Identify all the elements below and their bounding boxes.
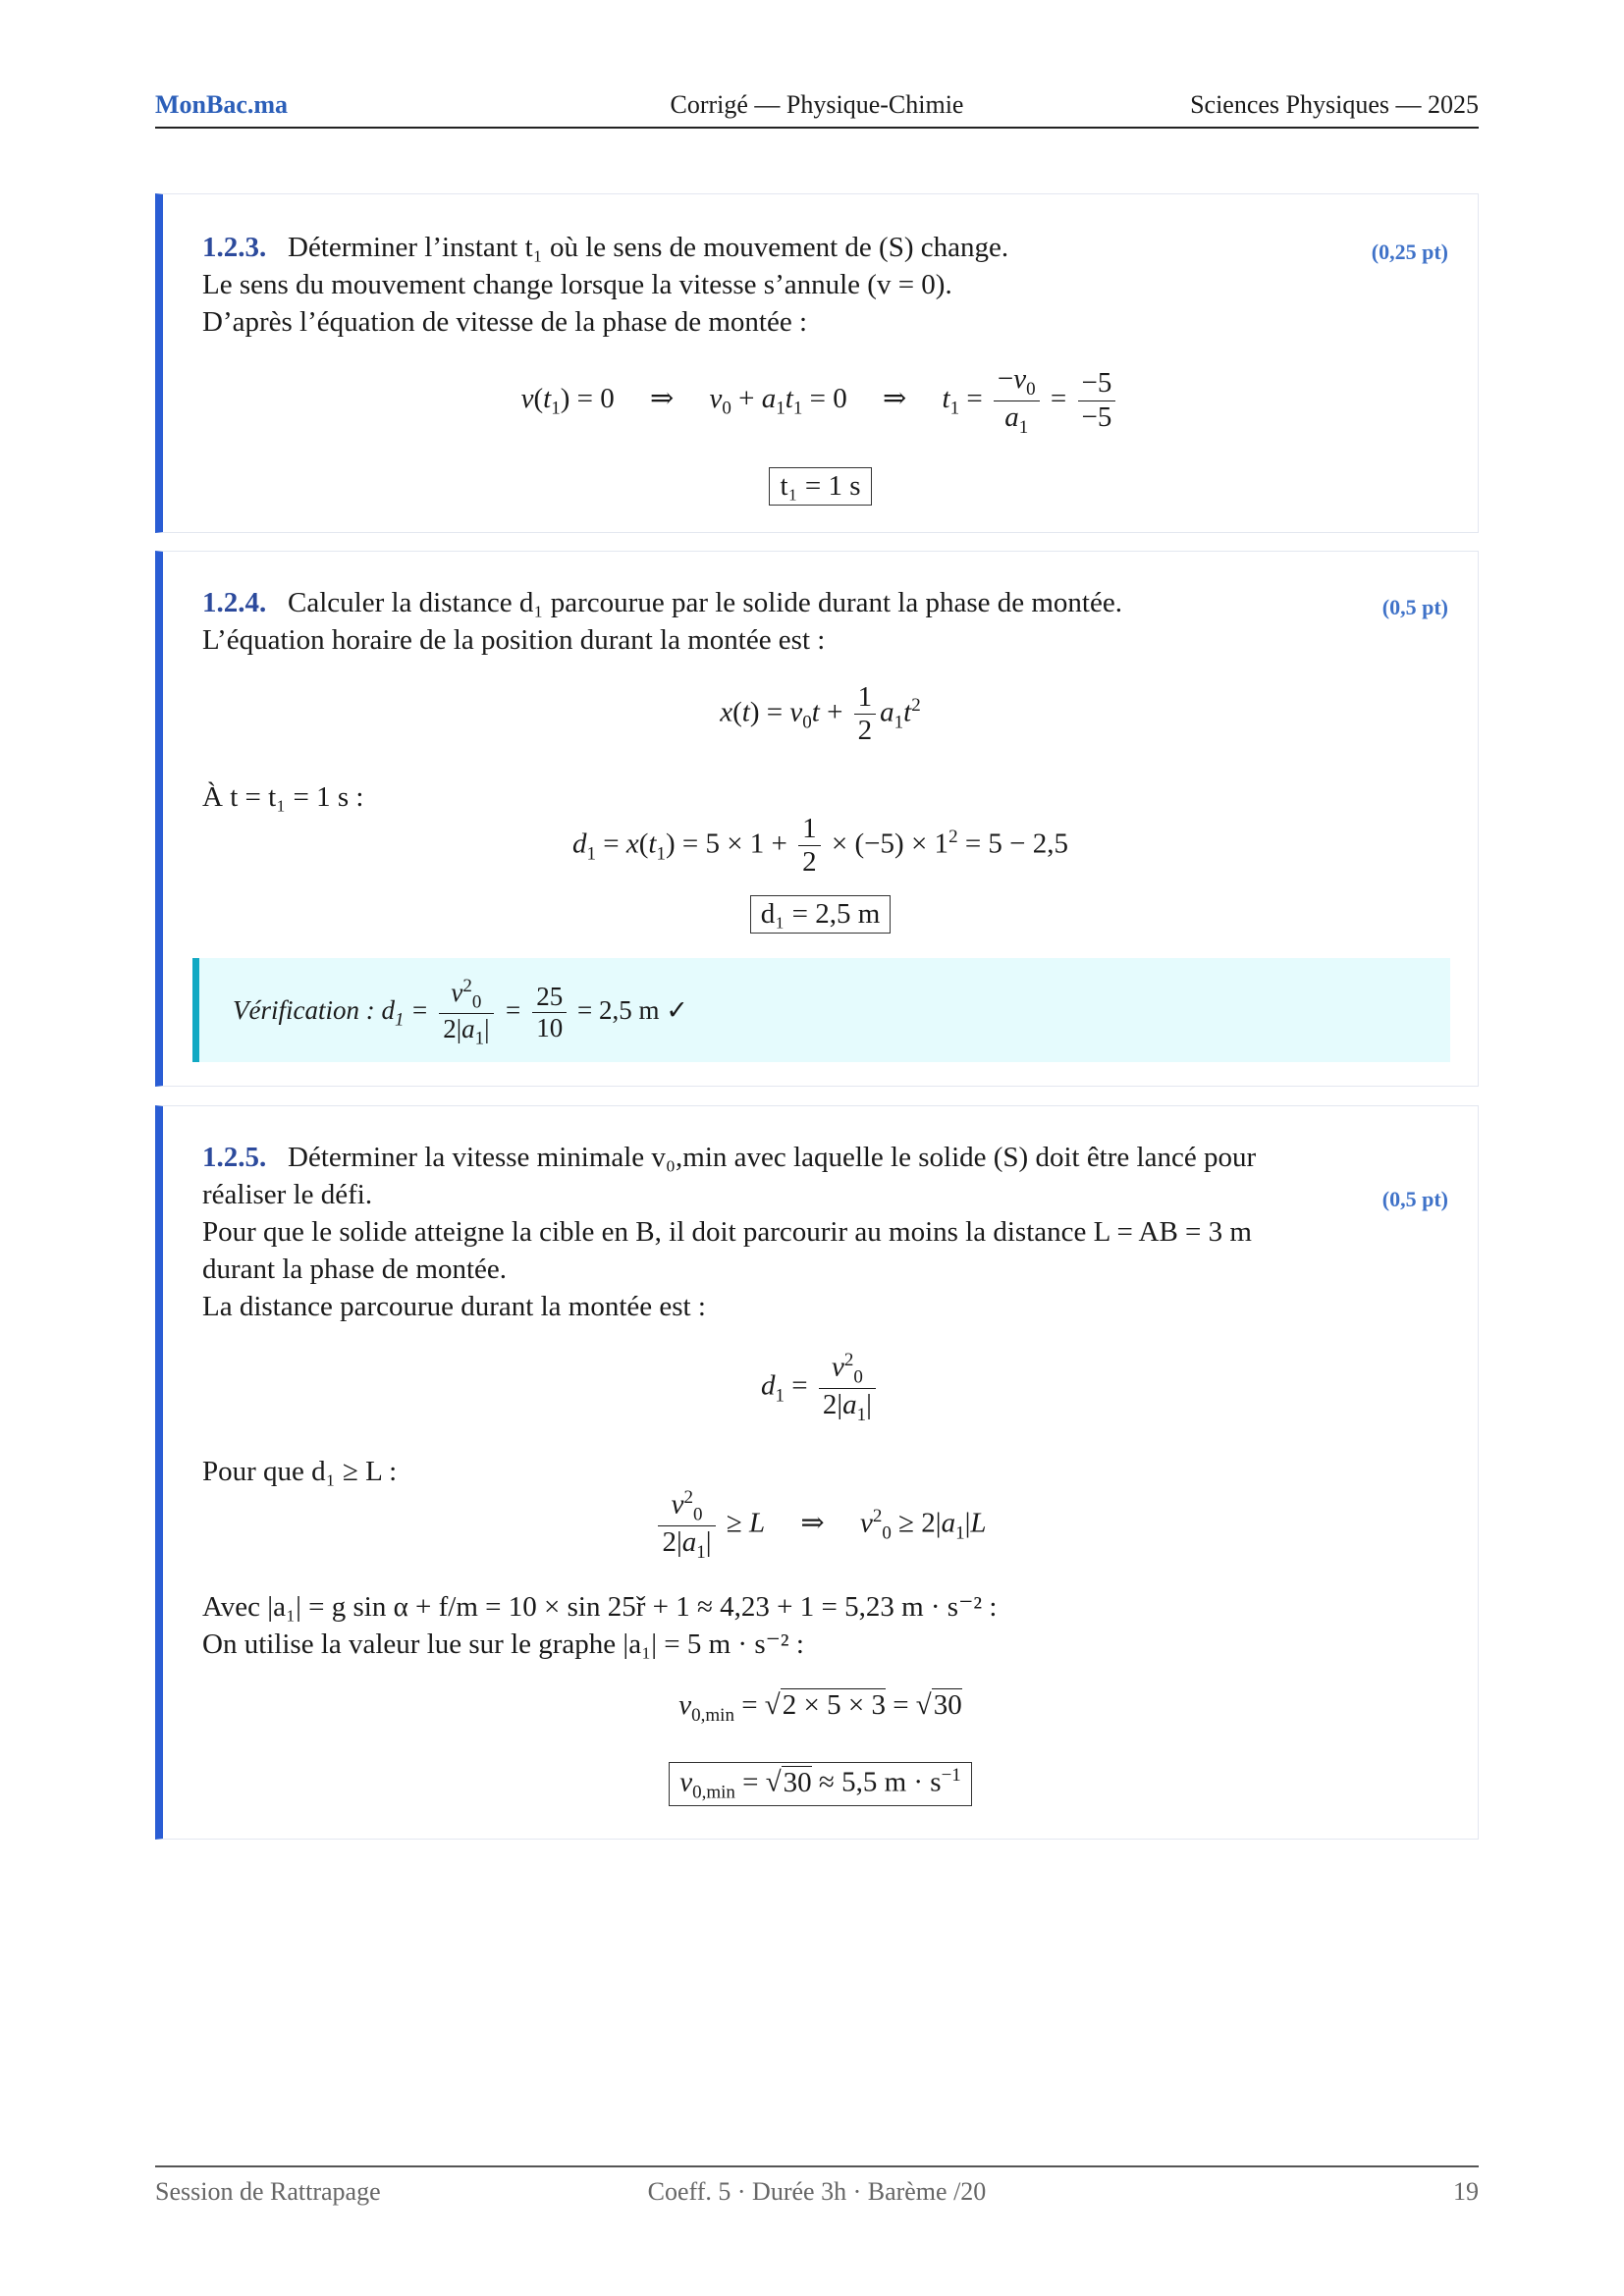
question-text: Calculer la distance d₁ parcourue par le solide durant la phase de montée. [288, 587, 1122, 618]
header-title: Corrigé — Physique-Chimie [670, 90, 964, 119]
answer-text: Pour que le solide atteigne la cible en B, il doit parcourir au moins la distance L = AB = 3 m [202, 1216, 1252, 1248]
points-badge: (0,25 pt) [1371, 240, 1448, 264]
question-line [202, 232, 1008, 264]
equation: $v(t_1) = 0$ ⇒ $v_0 + a_1t_1 = 0$ ⇒ $t_1$ = $\frac{-v_0}{a_1}$ = $\frac{-5}{-5}$ [163, 363, 1478, 438]
equation: $\frac{v^2_0}{2|a_1|}$ ≥ L ⇒ $v^2_0 \ge 2|a_1|L$ [163, 1487, 1478, 1564]
equation: $x(t) = v_0t$ + $\frac{1}{2}$ $a_1t^2$ [720, 681, 921, 747]
brand-logo[interactable]: MonBac.ma [155, 90, 289, 119]
result-box: $v_{0,min} = √30 \approx 5,5$ $m \cdot s^{-1}$ [163, 1762, 1478, 1806]
verification-box [192, 958, 1450, 1062]
page-number: 19 [1453, 2177, 1479, 2206]
answer-text: Le sens du mouvement change lorsque la vitesse s’annule (v = 0). [202, 269, 952, 300]
answer-text: À t = t₁ = 1 s : [202, 781, 364, 813]
question-line [202, 1142, 1256, 1174]
question-box-1-2-3 [155, 193, 1479, 533]
question-box-1-2-4 [155, 551, 1479, 1087]
header-subject: Sciences Physiques — 2025 [1190, 90, 1479, 119]
question-text: Déterminer l’instant t₁ où le sens de mouvement de (S) change. [288, 232, 1009, 263]
page-footer [155, 2177, 1479, 2216]
equation: $d_1$ = $\frac{v^2_0}{2|a_1|}$ [163, 1350, 1478, 1426]
footer-rule [155, 2165, 1479, 2167]
answer-text: D’après l’équation de vitesse de la phase de montée : [202, 306, 808, 338]
question-number: 1.2.5. [202, 1142, 267, 1173]
points-badge: (0,5 pt) [1381, 595, 1448, 619]
points-badge: (0,5 pt) [1381, 1187, 1448, 1211]
result-box: t₁ = 1 s [163, 467, 1478, 506]
answer-text: durant la phase de montée. [202, 1254, 508, 1285]
equation: $v_{0,min} = √2 \times 5 \times 3 = √30$ [678, 1689, 962, 1726]
footer-session: Session de Rattrapage [155, 2177, 381, 2206]
question-box-1-2-5 [155, 1105, 1479, 1840]
answer-text: La distance parcourue durant la montée est : [202, 1291, 706, 1322]
question-text: Déterminer la vitesse minimale v₀,min avec laquelle le solide (S) doit être lancé pour [288, 1142, 1257, 1173]
verification-text: Vérification : $d_1$ = $\frac{v^2_0}{2|a_1|}$ = $\frac{25}{10}$ = 2,5 m ✓ [233, 976, 688, 1049]
answer-text: On utilise la valeur lue sur le graphe |a₁| = 5 m · s⁻² : [202, 1629, 804, 1660]
question-line [202, 587, 1122, 619]
equation: $d_1 = x(t_1) = 5 \times 1$ + $\frac{1}{2}$ × $(-5) \times 1^2 = 5 - 2,5$ [571, 813, 1069, 879]
answer-text: L’équation horaire de la position durant la montée est : [202, 624, 826, 656]
result-box: d₁ = 2,5 m [163, 895, 1478, 934]
question-number: 1.2.4. [202, 587, 267, 618]
question-number: 1.2.3. [202, 232, 267, 263]
answer-text: Pour que d₁ ≥ L : [202, 1456, 398, 1487]
page-header [155, 90, 1479, 130]
question-text: réaliser le défi. [202, 1179, 373, 1210]
header-rule [155, 127, 1479, 129]
footer-info: Coeff. 5 · Durée 3h · Barème /20 [647, 2177, 987, 2206]
answer-text: Avec |a₁| = g sin α + f/m = 10 × sin 25ř + 1 ≈ 4,23 + 1 = 5,23 m · s⁻² : [202, 1591, 998, 1623]
